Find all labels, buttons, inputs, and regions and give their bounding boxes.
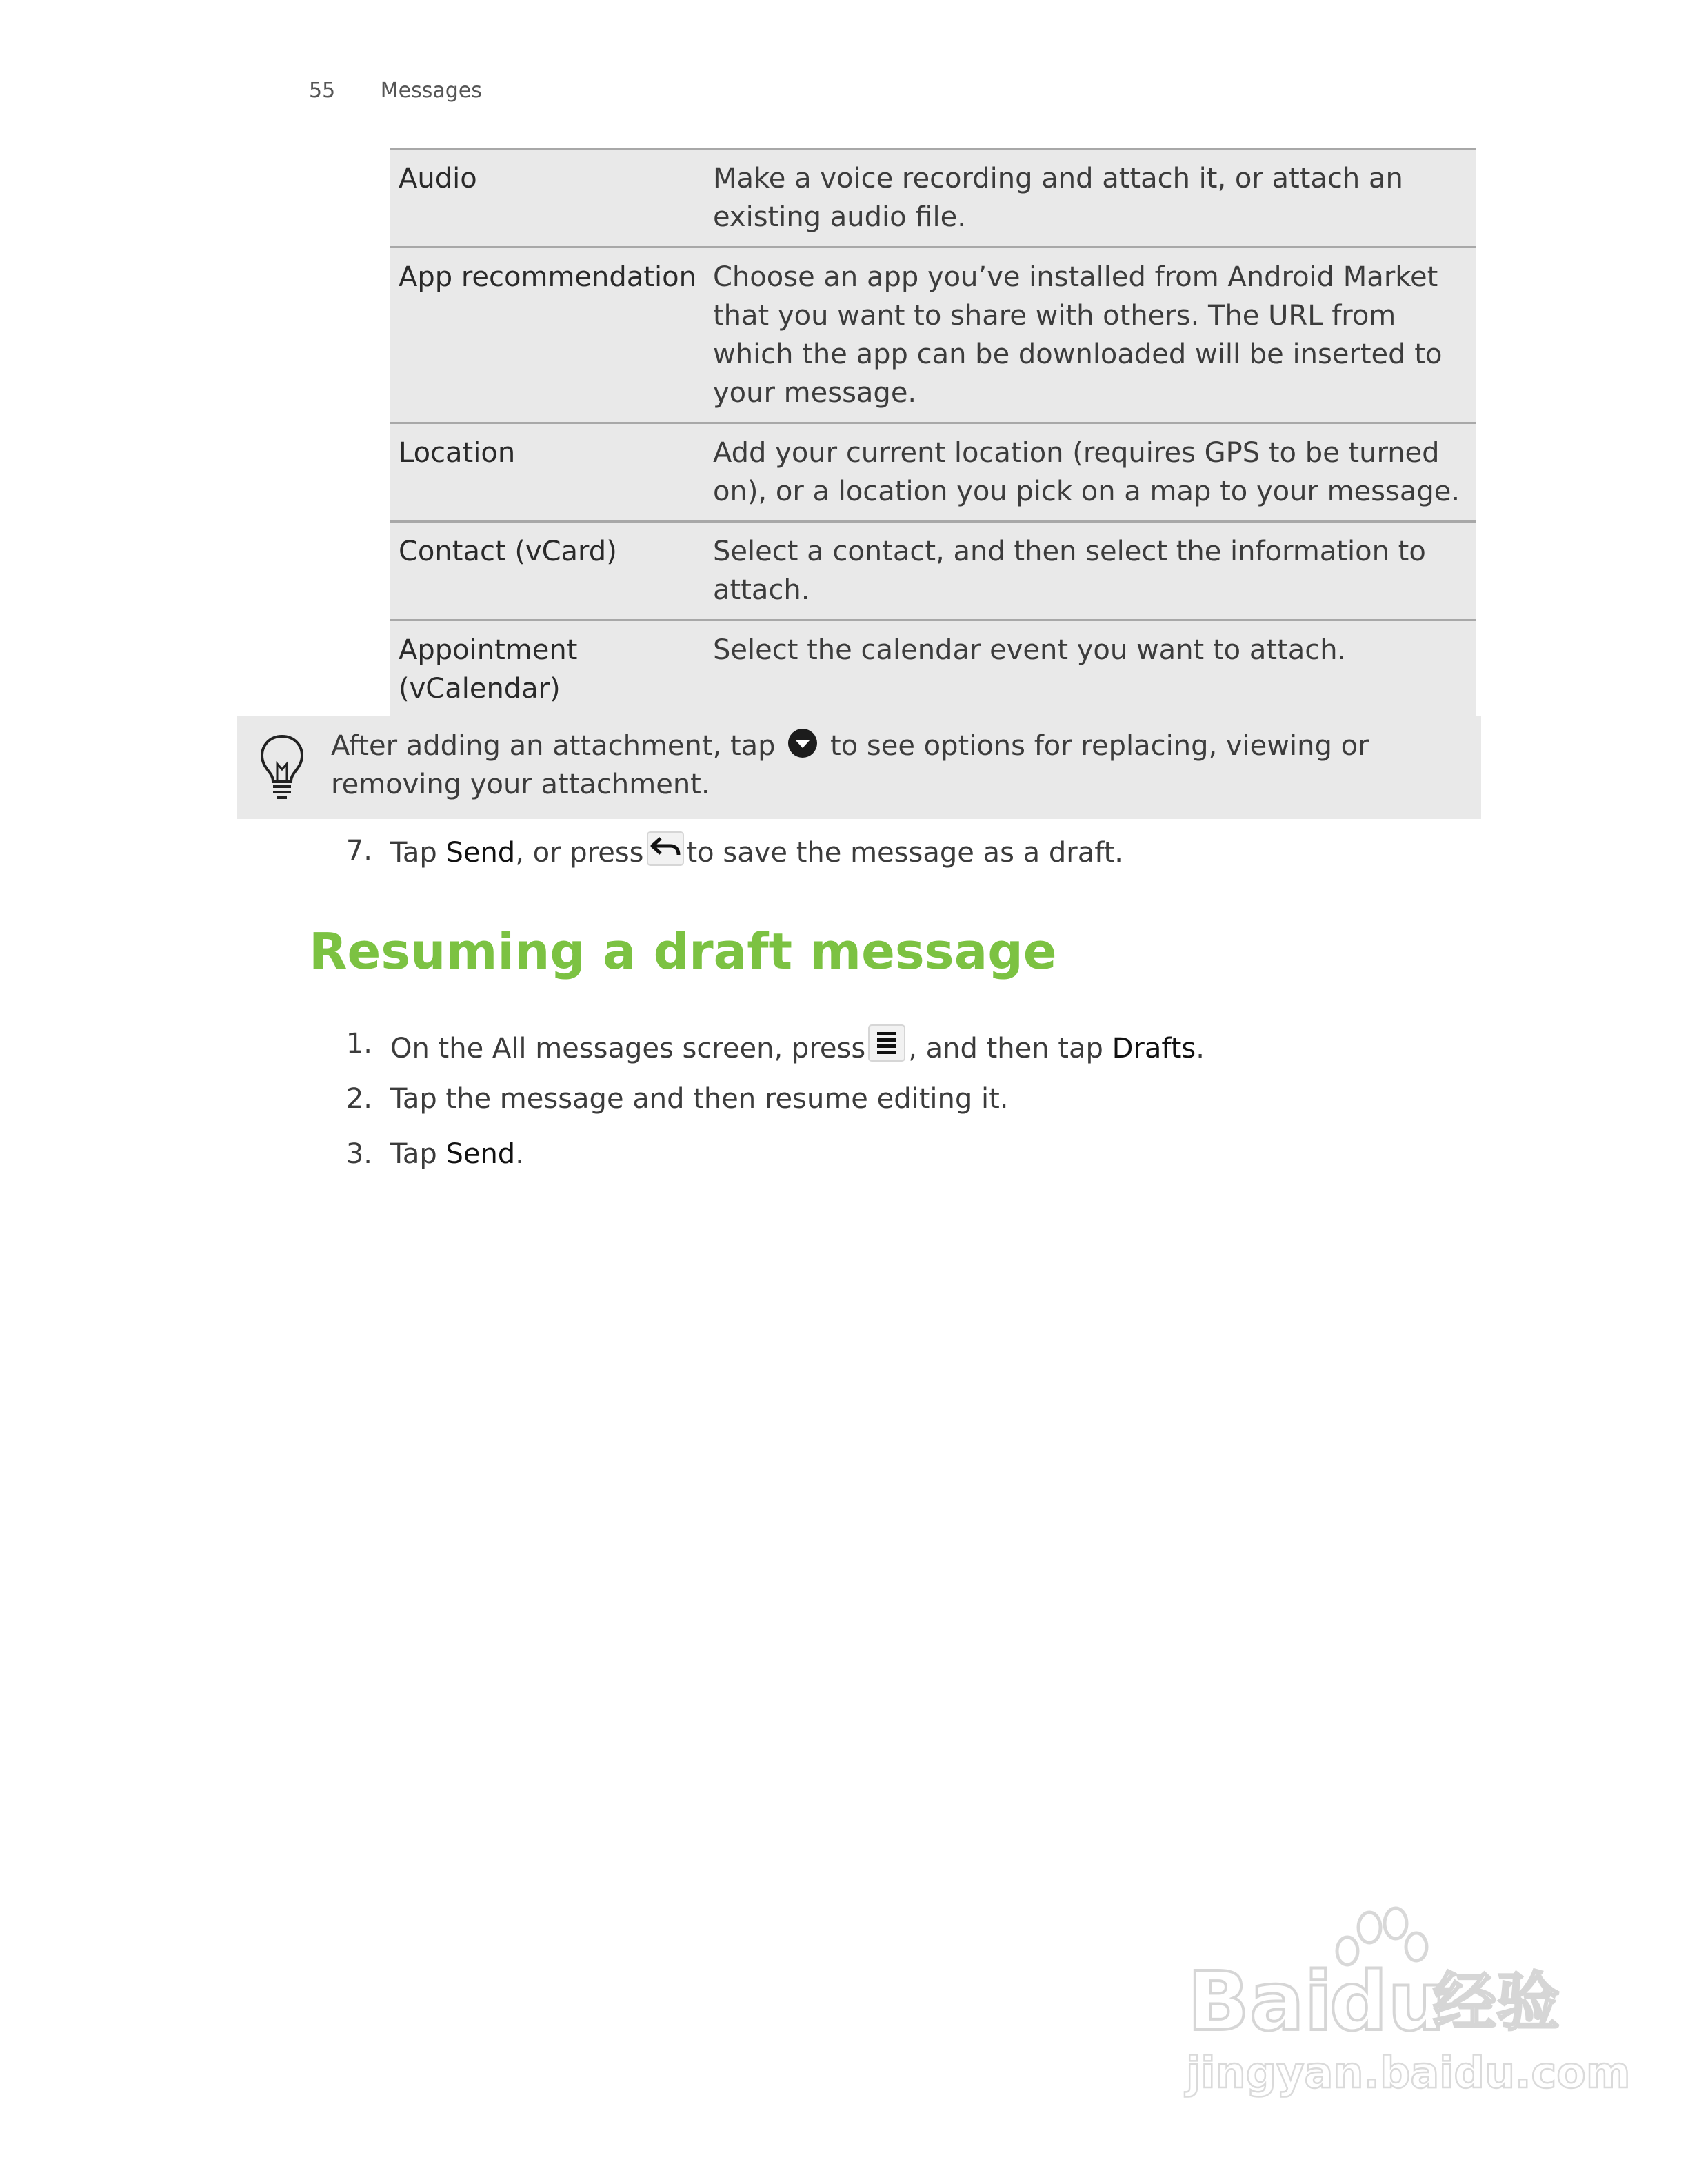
- menu-icon: [868, 1024, 905, 1062]
- step-text: [390, 1135, 524, 1173]
- step-text: [390, 1024, 1205, 1068]
- table-row: [390, 522, 1476, 620]
- table-term: Audio: [390, 149, 705, 247]
- step-text-after: , and then tap: [908, 1033, 1112, 1064]
- baidu-watermark-logo: [1183, 1908, 1631, 2101]
- step-text-end: .: [1196, 1033, 1205, 1064]
- table-description: Choose an app you’ve installed from Android Market that you want to share with others. The URL from which the app can be downloaded will be inserted to your message.: [705, 247, 1476, 423]
- table-description: Add your current location (requires GPS to be turned on), or a location you pick on a map to your message.: [705, 423, 1476, 522]
- table-term: App recommendation: [390, 247, 705, 423]
- section-title: Resuming a draft message: [309, 922, 1057, 980]
- attachment-types-table: [390, 148, 1476, 720]
- page-header: [309, 79, 482, 103]
- tip-text: [331, 727, 1434, 804]
- tip-box: [237, 716, 1481, 819]
- step-number: 2.: [345, 1083, 372, 1115]
- step-text: Tap the message and then resume editing it.: [390, 1083, 1009, 1115]
- step-text-middle: , or press: [515, 837, 644, 869]
- step-number: 3.: [345, 1138, 372, 1170]
- table-row: [390, 423, 1476, 522]
- send-label: Send: [445, 1138, 516, 1170]
- step-list: [331, 1024, 1476, 1190]
- list-item: [331, 1135, 1476, 1190]
- svg-text:经验: 经验: [1433, 1965, 1560, 2039]
- table-row: [390, 149, 1476, 247]
- step-text-before: Tap: [390, 837, 446, 869]
- table-term: Appointment (vCalendar): [390, 620, 705, 719]
- table-row: [390, 620, 1476, 719]
- drafts-label: Drafts: [1112, 1033, 1196, 1064]
- dropdown-circle-icon: [787, 727, 818, 759]
- step-text: [390, 831, 1123, 872]
- svg-text:du: du: [1329, 1954, 1446, 2049]
- step-text-before: Tap: [390, 1138, 446, 1170]
- table-row: [390, 247, 1476, 423]
- step-number: 7.: [345, 835, 372, 867]
- list-item: [331, 1024, 1476, 1080]
- send-label: Send: [445, 837, 516, 869]
- step-list-continued: [331, 831, 1476, 887]
- list-item: [331, 831, 1476, 887]
- table-description: Select a contact, and then select the information to attach.: [705, 522, 1476, 620]
- section-name: Messages: [380, 79, 482, 103]
- svg-text:Bai: Bai: [1187, 1954, 1333, 2049]
- step-text-before: On the All messages screen, press: [390, 1033, 866, 1064]
- back-arrow-icon: [647, 831, 684, 866]
- table-term: Contact (vCard): [390, 522, 705, 620]
- svg-text:jingyan.baidu.com: jingyan.baidu.com: [1186, 2048, 1631, 2098]
- table-description: Make a voice recording and attach it, or attach an existing audio file.: [705, 149, 1476, 247]
- step-number: 1.: [345, 1028, 372, 1060]
- table-term: Location: [390, 423, 705, 522]
- tip-text-after: to see options for replacing, viewing or removing your attachment.: [331, 730, 1369, 800]
- page-number: 55: [309, 79, 336, 103]
- table-description: Select the calendar event you want to attach.: [705, 620, 1476, 719]
- step-text-after: to save the message as a draft.: [686, 837, 1123, 869]
- step-text-end: .: [515, 1138, 524, 1170]
- list-item: [331, 1080, 1476, 1135]
- tip-text-before: After adding an attachment, tap: [331, 730, 776, 762]
- lightbulb-icon: [258, 732, 306, 801]
